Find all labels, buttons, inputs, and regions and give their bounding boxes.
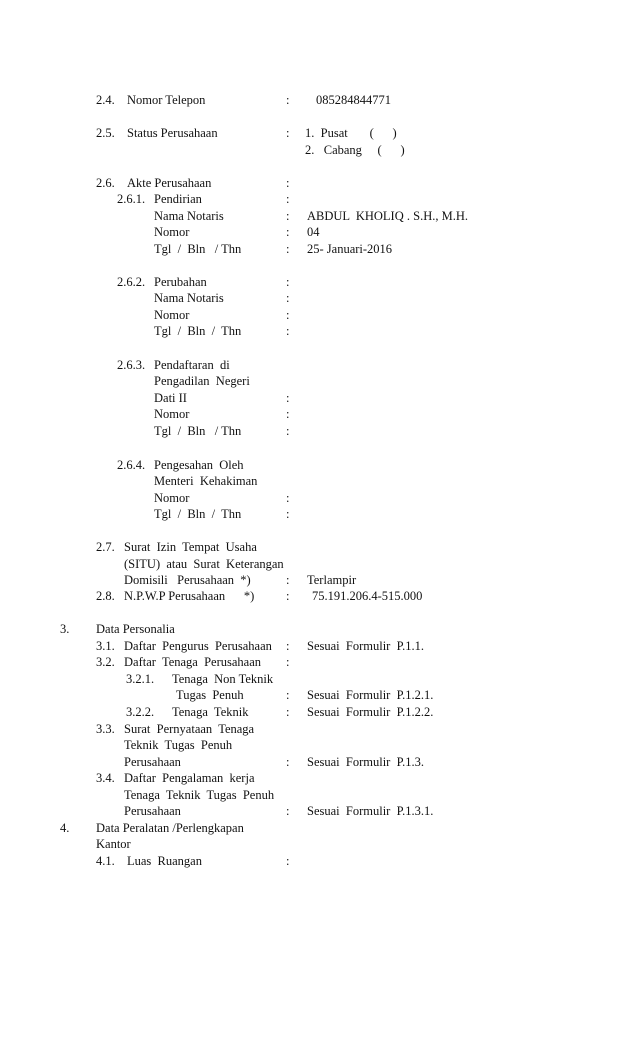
colon: : <box>286 491 290 505</box>
item-number: 3.2. <box>96 655 115 669</box>
item-number: 2.6.1. <box>117 192 146 206</box>
phone-value: 085284844771 <box>316 93 391 107</box>
item-label: Surat Izin Tempat Usaha <box>124 540 257 554</box>
colon: : <box>286 589 290 603</box>
item-label: Tenaga Teknik Tugas Penuh <box>124 788 275 802</box>
item-label: Nama Notaris <box>154 291 224 305</box>
deed-number-value: 04 <box>307 225 320 239</box>
item-label: Tenaga Teknik <box>172 705 249 719</box>
item-label: Tgl / Bln / Thn <box>154 424 242 438</box>
item-label: Domisili Perusahaan *) <box>124 573 251 587</box>
item-label: Daftar Pengurus Perusahaan <box>124 639 272 653</box>
item-label: Nama Notaris <box>154 209 224 223</box>
colon: : <box>286 93 290 107</box>
form-ref-value: Sesuai Formulir P.1.2.1. <box>307 688 434 702</box>
item-label: Luas Ruangan <box>127 854 202 868</box>
colon: : <box>286 126 290 140</box>
section-number: 3. <box>60 622 70 636</box>
item-label: N.P.W.P Perusahaan *) <box>124 589 255 603</box>
colon: : <box>286 424 290 438</box>
item-label: Pendaftaran di <box>154 358 230 372</box>
item-label: Surat Pernyataan Tenaga <box>124 722 255 736</box>
colon: : <box>286 391 290 405</box>
item-label: Tenaga Non Teknik <box>172 672 274 686</box>
form-ref-value: Sesuai Formulir P.1.3. <box>307 755 425 769</box>
item-number: 3.2.2. <box>126 705 155 719</box>
item-label: Daftar Pengalaman kerja <box>124 771 255 785</box>
colon: : <box>286 275 290 289</box>
item-number: 4.1. <box>96 854 115 868</box>
item-label: Pengadilan Negeri <box>154 374 250 388</box>
item-number: 2.6.3. <box>117 358 146 372</box>
item-number: 3.4. <box>96 771 115 785</box>
section-title: Data Personalia <box>96 622 175 636</box>
colon: : <box>286 324 290 338</box>
colon: : <box>286 242 290 256</box>
section-title: Kantor <box>96 837 131 851</box>
item-label: Status Perusahaan <box>127 126 218 140</box>
item-number: 2.6.4. <box>117 458 146 472</box>
colon: : <box>286 507 290 521</box>
item-label: Perusahaan <box>124 755 181 769</box>
item-label: Tgl / Bln / Thn <box>154 242 242 256</box>
deed-date-value: 25- Januari-2016 <box>307 242 393 256</box>
item-number: 2.6.2. <box>117 275 146 289</box>
section-number: 4. <box>60 821 70 835</box>
colon: : <box>286 573 290 587</box>
form-ref-value: Sesuai Formulir P.1.3.1. <box>307 804 434 818</box>
colon: : <box>286 804 290 818</box>
item-label: Daftar Tenaga Perusahaan <box>124 655 262 669</box>
item-label: Nomor <box>154 225 190 239</box>
item-number: 2.8. <box>96 589 115 603</box>
status-option-cabang: 2. Cabang ( ) <box>305 143 405 157</box>
form-ref-value: Sesuai Formulir P.1.1. <box>307 639 425 653</box>
colon: : <box>286 639 290 653</box>
item-label: Akte Perusahaan <box>127 176 212 190</box>
item-label: Nomor <box>154 407 190 421</box>
item-label: Dati II <box>154 391 187 405</box>
colon: : <box>286 192 290 206</box>
colon: : <box>286 176 290 190</box>
colon: : <box>286 308 290 322</box>
item-number: 2.7. <box>96 540 115 554</box>
colon: : <box>286 225 290 239</box>
colon: : <box>286 407 290 421</box>
item-label: Nomor Telepon <box>127 93 206 107</box>
item-label: Tgl / Bln / Thn <box>154 507 242 521</box>
item-label: Tgl / Bln / Thn <box>154 324 242 338</box>
colon: : <box>286 755 290 769</box>
section-title: Data Peralatan /Perlengkapan <box>96 821 244 835</box>
item-label: Pendirian <box>154 192 202 206</box>
item-number: 3.3. <box>96 722 115 736</box>
item-label: Pengesahan Oleh <box>154 458 244 472</box>
item-number: 3.2.1. <box>126 672 155 686</box>
item-label: Teknik Tugas Penuh <box>124 738 233 752</box>
colon: : <box>286 705 290 719</box>
situ-value: Terlampir <box>307 573 357 587</box>
npwp-value: 75.191.206.4-515.000 <box>312 589 423 603</box>
item-label: Nomor <box>154 491 190 505</box>
colon: : <box>286 209 290 223</box>
colon: : <box>286 688 290 702</box>
form-ref-value: Sesuai Formulir P.1.2.2. <box>307 705 434 719</box>
colon: : <box>286 291 290 305</box>
notary-name-value: ABDUL KHOLIQ . S.H., M.H. <box>307 209 468 223</box>
item-label: Nomor <box>154 308 190 322</box>
item-label: (SITU) atau Surat Keterangan <box>124 557 284 571</box>
item-number: 3.1. <box>96 639 115 653</box>
item-label: Perubahan <box>154 275 207 289</box>
item-label: Tugas Penuh <box>176 688 244 702</box>
item-number: 2.4. <box>96 93 115 107</box>
item-label: Perusahaan <box>124 804 181 818</box>
status-option-pusat: 1. Pusat ( ) <box>305 126 397 140</box>
item-label: Menteri Kehakiman <box>154 474 258 488</box>
item-number: 2.6. <box>96 176 115 190</box>
colon: : <box>286 655 290 669</box>
item-number: 2.5. <box>96 126 115 140</box>
colon: : <box>286 854 290 868</box>
